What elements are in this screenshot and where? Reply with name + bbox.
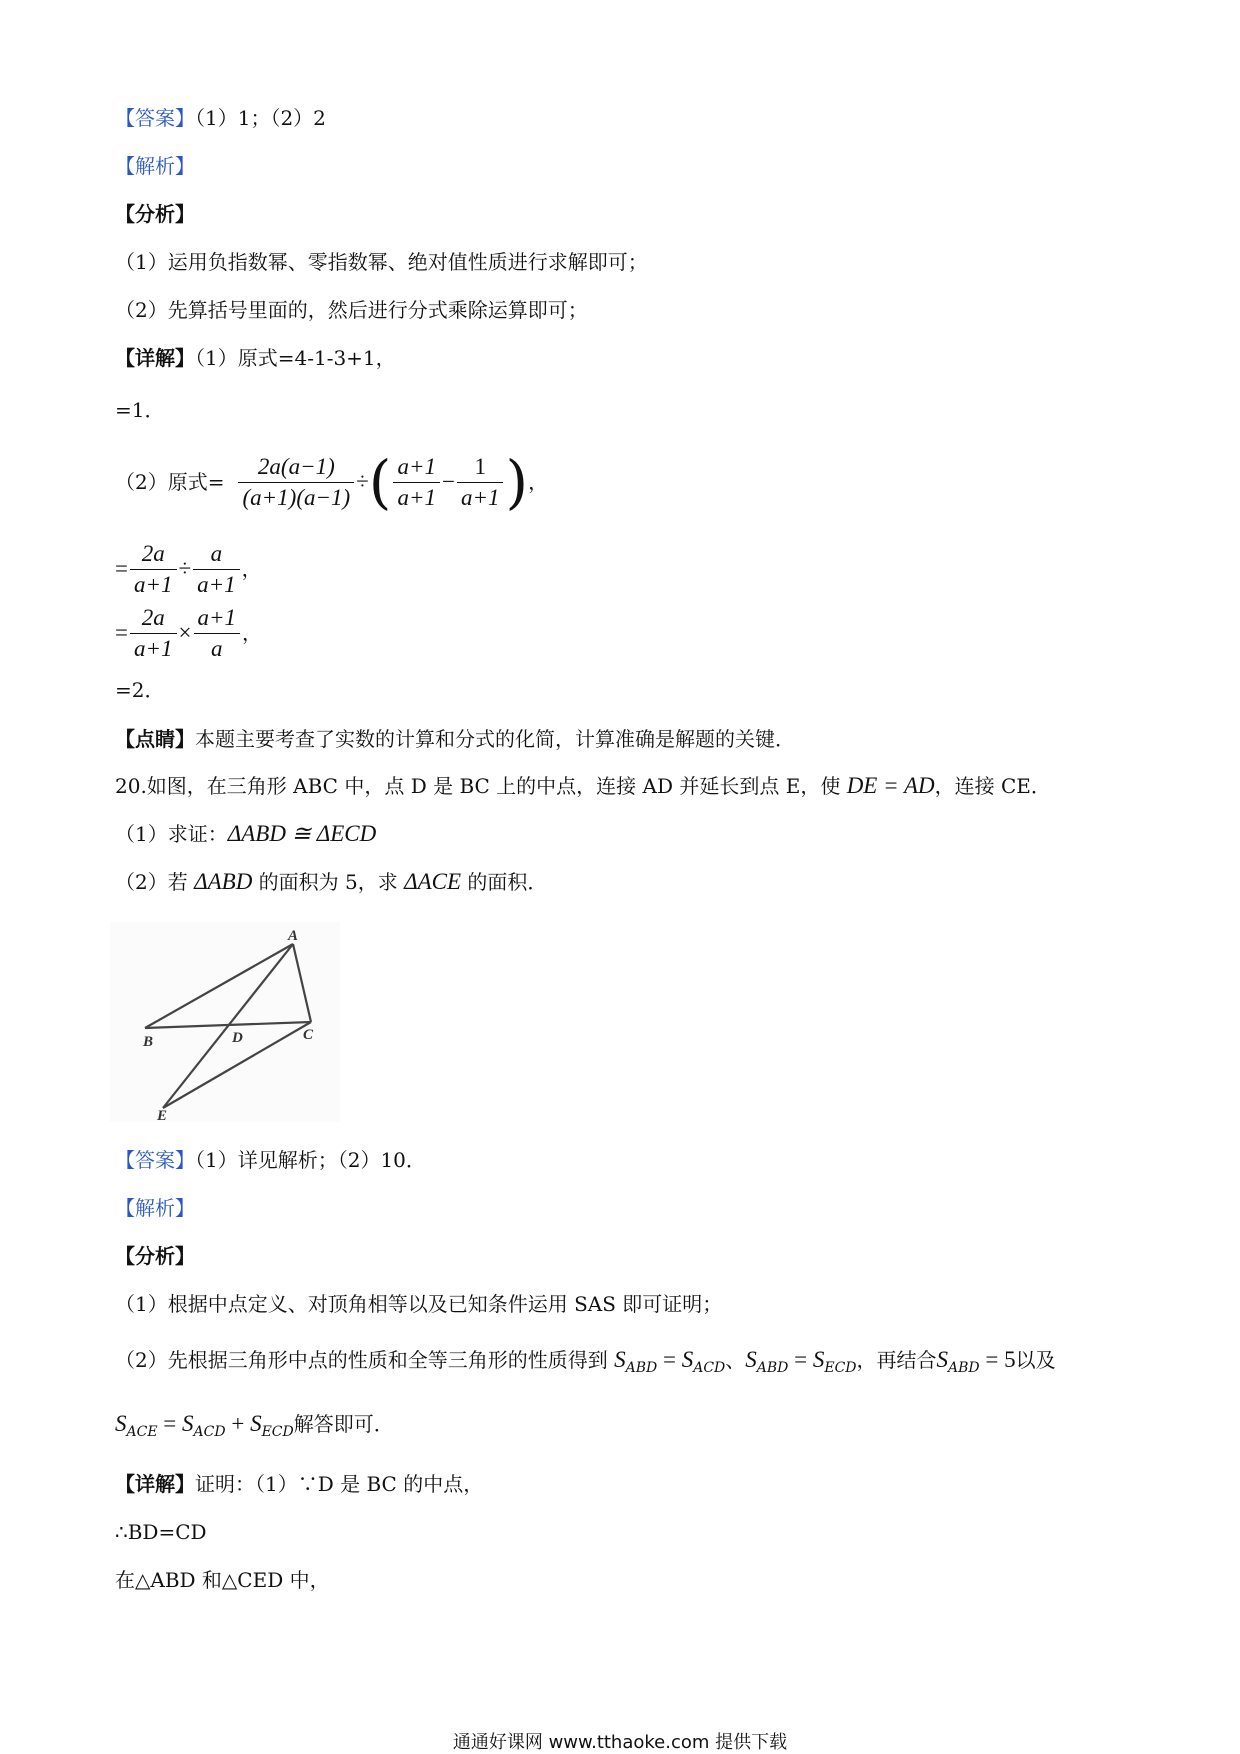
fenxi-2-2b: ，再结合 bbox=[856, 1348, 937, 1372]
fenxi-2-2a: （2）先根据三角形中点的性质和全等三角形的性质得到 bbox=[115, 1348, 608, 1372]
equals-3: = bbox=[115, 620, 128, 645]
s-term-5: S bbox=[936, 1347, 949, 1372]
result-2: =2． bbox=[115, 678, 165, 702]
left-paren: ( bbox=[368, 448, 392, 516]
fraction-5-num: a bbox=[193, 539, 240, 570]
fenxi-2-3b: 解答即可． bbox=[293, 1412, 394, 1436]
result-1: =1． bbox=[115, 398, 165, 422]
times-sign: × bbox=[178, 620, 192, 645]
q20-part2-b: 的面积为 5，求 bbox=[252, 870, 405, 894]
jiexi-tag-1: 【解析】 bbox=[115, 154, 195, 178]
s-sub-ace: ACE bbox=[126, 1424, 158, 1440]
fraction-7 bbox=[194, 603, 241, 664]
fraction-5-den: a+1 bbox=[197, 571, 236, 597]
fenxi-1-1: （1）运用负指数幂、零指数幂、绝对值性质进行求解即可； bbox=[115, 250, 648, 274]
label-E: E bbox=[157, 1108, 168, 1122]
label-B: B bbox=[143, 1034, 154, 1050]
expr-line-3 bbox=[115, 598, 262, 668]
label-C: C bbox=[303, 1027, 314, 1043]
fenxi-tag-2: 【分析】 bbox=[115, 1244, 195, 1268]
fraction-6-den: a+1 bbox=[133, 635, 173, 661]
minus-sign: − bbox=[441, 469, 455, 494]
equals-2: = bbox=[115, 556, 128, 581]
dianjing-tag: 【点睛】 bbox=[115, 727, 195, 751]
fraction-7-num: a+1 bbox=[194, 603, 241, 634]
fraction-1 bbox=[238, 452, 354, 513]
s-term-6: S bbox=[115, 1411, 127, 1436]
s-sub-ecd-2: ECD bbox=[261, 1424, 294, 1440]
expr-line-1 bbox=[115, 447, 548, 517]
expr-label: （2）原式= bbox=[115, 470, 225, 494]
answer-tag-2: 【答案】 bbox=[115, 1148, 195, 1172]
fraction-1-num: 2a(a−1) bbox=[238, 452, 354, 483]
q20-part2-a: （2）若 bbox=[115, 870, 195, 894]
divide-sign-2: ÷ bbox=[178, 556, 192, 581]
yiji-text: 以及 bbox=[1015, 1348, 1056, 1372]
dun-sign: 、 bbox=[725, 1348, 746, 1372]
triangle-figure bbox=[110, 922, 340, 1122]
q20-stem-math: DE = AD bbox=[846, 773, 935, 798]
detail-2-3: 在△ABD 和△CED 中， bbox=[115, 1568, 330, 1592]
detail-2-2: ∴BD=CD bbox=[115, 1520, 207, 1544]
fraction-4-num: 2a bbox=[130, 539, 177, 570]
detail-line-2 bbox=[115, 1470, 483, 1498]
q20-stem-a: 20.如图，在三角形 ABC 中，点 D 是 BC 上的中点，连接 AD 并延长到点 E，使 bbox=[115, 774, 847, 798]
detail-line-1 bbox=[115, 344, 396, 372]
divide-sign: ÷ bbox=[356, 469, 369, 494]
s-term-8: S bbox=[250, 1411, 262, 1436]
fraction-4 bbox=[130, 539, 177, 600]
detail-tag: 【详解】 bbox=[115, 346, 195, 370]
page-footer: 通通好课网 www.tthaoke.com 提供下载 bbox=[452, 1732, 788, 1753]
detail-text: （1）原式=4-1-3+1， bbox=[195, 346, 396, 370]
fraction-3-num: 1 bbox=[457, 452, 504, 483]
label-A: A bbox=[288, 928, 299, 944]
fenxi-2-2: （2）先根据三角形中点的性质和全等三角形的性质得到 $S_{ABD} = S_{ACD}$、$S_{ABD} = S_{ECD}$，再结合$S_{ABD} = 5$以及 bbox=[115, 1347, 1056, 1376]
right-paren: ) bbox=[505, 448, 529, 516]
q20-part2-c: 的面积． bbox=[461, 870, 548, 894]
fraction-7-den: a bbox=[211, 635, 223, 661]
s-sub-abd-2: ABD bbox=[756, 1360, 789, 1376]
s-term-7: S bbox=[182, 1411, 194, 1436]
s-sub-abd-1: ABD bbox=[625, 1360, 658, 1376]
fraction-2 bbox=[393, 452, 440, 513]
fraction-6-num: 2a bbox=[130, 603, 177, 634]
answer-tag: 【答案】 bbox=[115, 106, 195, 130]
q20-part1-a: （1）求证： bbox=[115, 822, 228, 846]
expr-comma-3: ， bbox=[242, 621, 263, 645]
s-term-1: S bbox=[614, 1347, 626, 1372]
fenxi-1-2: （2）先算括号里面的，然后进行分式乘除运算即可； bbox=[115, 298, 588, 322]
s-sub-acd-1: ACD bbox=[693, 1360, 726, 1376]
q20-part2-m2: ΔACE bbox=[404, 869, 462, 894]
expr-comma-1: ， bbox=[528, 470, 549, 494]
answer-text-2: （1）详见解析；（2）10． bbox=[195, 1148, 426, 1172]
fraction-1-den: (a+1)(a−1) bbox=[242, 484, 351, 510]
answer-line-2 bbox=[115, 1146, 426, 1174]
label-D: D bbox=[232, 1030, 243, 1046]
detail-2-1: 证明：（1）∵D 是 BC 的中点， bbox=[195, 1472, 484, 1496]
eq-five: = 5 bbox=[979, 1347, 1016, 1372]
expr-comma-2: ， bbox=[241, 557, 262, 581]
s-term-3: S bbox=[745, 1347, 757, 1372]
q20-stem bbox=[115, 772, 1051, 800]
q20-part1 bbox=[115, 820, 376, 848]
s-term-4: S bbox=[812, 1347, 825, 1372]
q20-part2 bbox=[115, 868, 547, 896]
fraction-4-den: a+1 bbox=[133, 571, 173, 597]
s-sub-acd-2: ACD bbox=[193, 1424, 226, 1440]
fraction-6 bbox=[130, 603, 177, 664]
q20-part2-m1: ΔABD bbox=[194, 869, 253, 894]
fenxi-2-3: $S_{ACE} = S_{ACD} + S_{ECD}$解答即可． bbox=[115, 1411, 394, 1440]
expr-line-2 bbox=[115, 534, 262, 604]
plus-sign: + bbox=[225, 1411, 251, 1436]
q20-part1-math: ΔABD ≅ ΔECD bbox=[227, 821, 377, 846]
dianjing-text: 本题主要考查了实数的计算和分式的化简，计算准确是解题的关键． bbox=[195, 727, 795, 751]
answer-text: （1）1；（2）2 bbox=[195, 106, 326, 130]
fenxi-tag-1: 【分析】 bbox=[115, 202, 195, 226]
detail-tag-2: 【详解】 bbox=[115, 1472, 195, 1496]
s-sub-abd-3: ABD bbox=[948, 1360, 980, 1376]
fraction-3 bbox=[457, 452, 504, 513]
fraction-2-den: a+1 bbox=[397, 484, 436, 510]
q20-stem-b: ，连接 CE． bbox=[934, 774, 1051, 798]
answer-line-1 bbox=[115, 104, 326, 132]
s-sub-ecd-1: ECD bbox=[824, 1360, 857, 1376]
dianjing-line bbox=[115, 725, 795, 753]
fraction-5 bbox=[193, 539, 240, 600]
fenxi-2-1: （1）根据中点定义、对顶角相等以及已知条件运用 SAS 即可证明； bbox=[115, 1292, 723, 1316]
fraction-3-den: a+1 bbox=[460, 484, 500, 510]
fraction-2-num: a+1 bbox=[393, 452, 440, 483]
s-term-2: S bbox=[681, 1347, 694, 1372]
jiexi-tag-2: 【解析】 bbox=[115, 1196, 195, 1220]
